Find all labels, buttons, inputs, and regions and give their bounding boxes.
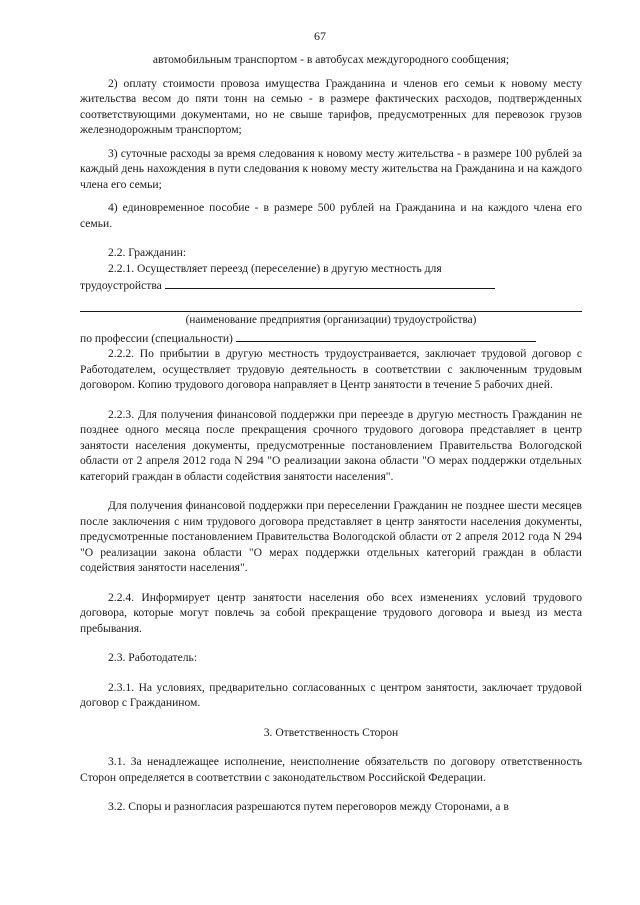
section-2-2-1-text: 2.2.1. Осуществляет переезд (переселение) в другую местность для — [108, 261, 442, 275]
section-2-3-heading: 2.3. Работодатель: — [108, 651, 198, 664]
section-2-2-2: 2.2.2. По прибытии в другую местность трудоустраивается, заключает трудовой договор с Работодателем, осуществляет трудовую деятельность в соответствии с заключенным трудовым договором. Копию трудового договора направляет в Центр занятости в течение 5 рабочих дней. — [80, 347, 582, 391]
section-2-2-3: 2.2.3. Для получения финансовой поддержки при переезде в другую местность Гражданин не позднее одного месяца после прекращения срочного трудового договора представляет в центр занятости населения документы, предусмотренные постановлением Правительства Вологодской области от 2 апреля 2012 года N 294 "О реализации закона области "О мерах поддержки отдельных категорий граждан в области содействия занятости населения". — [80, 407, 582, 483]
section-2-2-heading: 2.2. Гражданин: — [108, 246, 187, 259]
paragraph-transport: автомобильным транспортом - в автобусах междугородного сообщения; — [152, 53, 510, 66]
page-number: 67 — [314, 29, 326, 43]
paragraph-item-2: 2) оплату стоимости провоза имущества Гражданина и членов его семьи к новому месту жительства весом до пяти тонн на семью - в размере фактических расходов, подтвержденных соответствующими документами, но не свыше тарифов, предусмотренных для перевозок грузов железнодорожным транспортом; — [80, 76, 582, 136]
section-2-2-3-resettlement: Для получения финансовой поддержки при переселении Гражданин не позднее шести месяцев после заключения с ним трудового договора представляет в центр занятости населения документы, предусмотренные постановлением Правительства Вологодской области от 2 апреля 2012 года N 294 "О реализации закона области "О мерах поддержки отдельных категорий граждан в области содействия занятости населения". — [80, 499, 582, 574]
document-body — [80, 52, 582, 815]
section-3-heading: 3. Ответственность Сторон — [263, 725, 399, 739]
employment-label: трудоустройства — [80, 279, 162, 292]
section-3-1: 3.1. За ненадлежащее исполнение, неисполнение обязательств по договору ответственность Сторон определяется в соответствии с законодательством Российской Федерации. — [80, 755, 582, 784]
employment-blank-field — [165, 276, 495, 289]
paragraph-item-3: 3) суточные расходы за время следования к новому месту жительства - в размере 100 рублей за каждый день нахождения в пути следования к новому месту жительства на Гражданина и на каждого члена его семьи; — [80, 146, 582, 191]
section-2-2-1-employment-line — [80, 276, 582, 294]
section-3-2: 3.2. Споры и разногласия разрешаются путем переговоров между Сторонами, а в — [108, 800, 509, 813]
section-2-3-1: 2.3.1. На условиях, предварительно согласованных с центром занятости, заключает трудовой договор с Гражданином. — [80, 680, 582, 709]
paragraph-item-4: 4) единовременное пособие - в размере 500 рублей на Гражданина и на каждого члена его семьи. — [80, 201, 582, 230]
profession-line — [80, 329, 582, 347]
profession-label: по профессии (специальности) — [80, 331, 233, 345]
organization-caption: (наименование предприятия (организации) трудоустройства) — [185, 314, 477, 326]
organization-blank-field — [80, 296, 582, 313]
profession-blank-field — [236, 329, 536, 342]
section-2-2-4: 2.2.4. Информирует центр занятости населения обо всех изменениях условий трудового договора, которые могут повлечь за собой прекращение трудового договора и выезд из места пребывания. — [80, 590, 582, 635]
